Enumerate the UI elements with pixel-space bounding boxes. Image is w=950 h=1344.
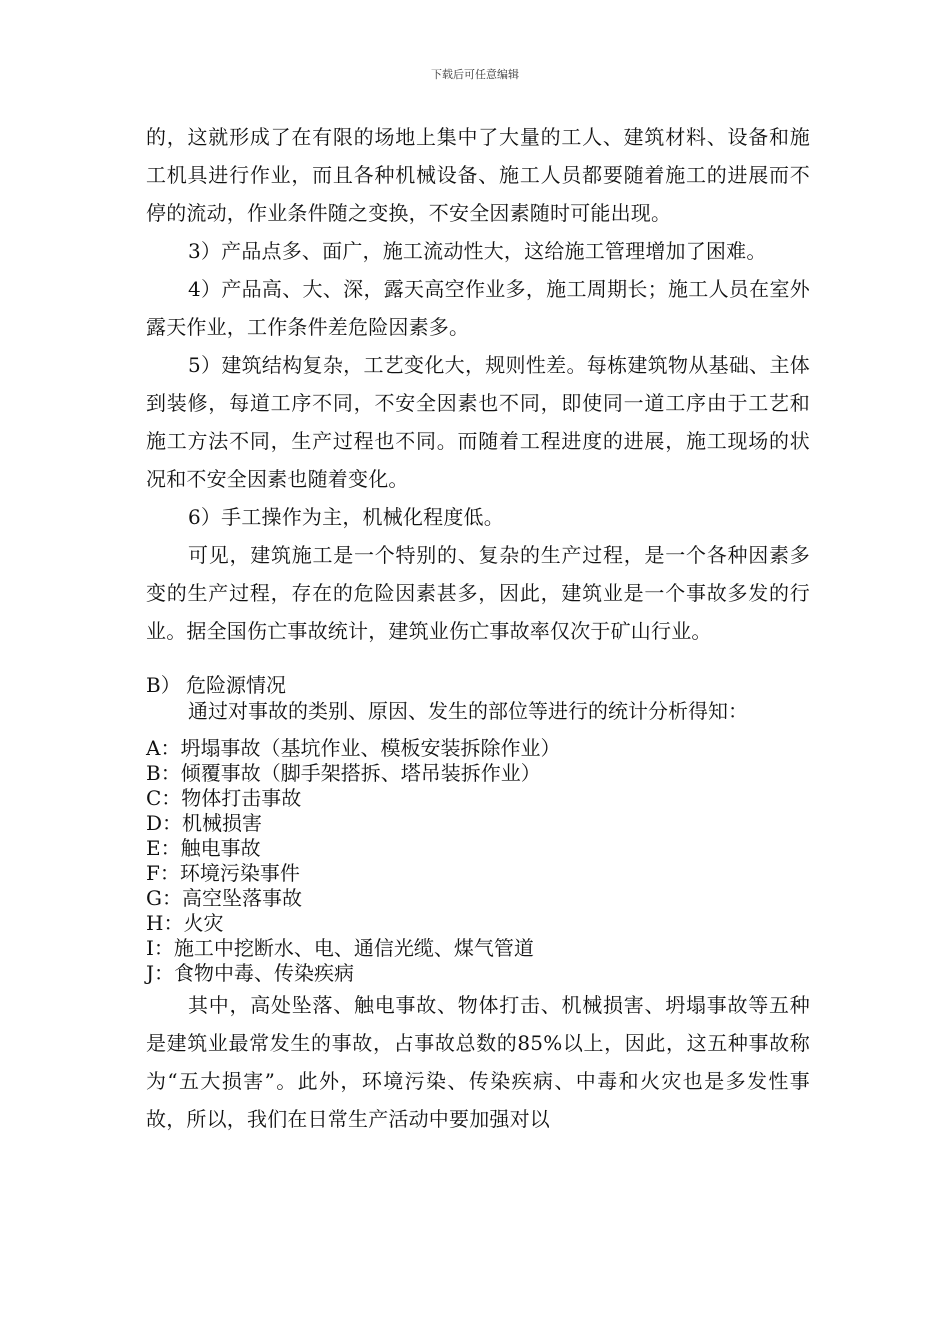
list-item: C：物体打击事故 (146, 786, 302, 810)
section-label: B） (146, 673, 181, 697)
page-header-note: 下载后可任意编辑 (431, 68, 519, 81)
hazard-list (146, 736, 810, 986)
list-item: A：坍塌事故（基坑作业、模板安装拆除作业） (146, 736, 561, 760)
paragraph-item-5: 5）建筑结构复杂，工艺变化大，规则性差。每栋建筑物从基础、主体到装修，每道工序不同，不安全因素也不同，即使同一道工序由于工艺和施工方法不同，生产过程也不同。而随着工程进度的进展，施工现场的状况和不安全因素也随着变化。 (146, 353, 810, 491)
paragraph-continuation: 的，这就形成了在有限的场地上集中了大量的工人、建筑材料、设备和施工机具进行作业，而且各种机械设备、施工人员都要随着施工的进展而不停的流动，作业条件随之变换，不安全因素随时可能出现。 (146, 125, 810, 225)
section-heading (146, 672, 810, 698)
list-item: B：倾覆事故（脚手架搭拆、塔吊装拆作业） (146, 761, 541, 785)
section-intro: 通过对事故的类别、原因、发生的部位等进行的统计分析得知： (188, 699, 748, 723)
paragraph-conclusion: 可见，建筑施工是一个特别的、复杂的生产过程，是一个各种因素多变的生产过程，存在的危险因素甚多，因此，建筑业是一个事故多发的行业。据全国伤亡事故统计，建筑业伤亡事故率仅次于矿山行业。 (146, 543, 810, 643)
list-item: H：火灾 (146, 911, 224, 935)
paragraph-item-4: 4）产品高、大、深，露天高空作业多，施工周期长；施工人员在室外露天作业，工作条件差危险因素多。 (146, 277, 810, 339)
document-body (146, 118, 810, 1138)
closing-paragraph: 其中，高处坠落、触电事故、物体打击、机械损害、坍塌事故等五种是建筑业最常发生的事故，占事故总数的85%以上，因此，这五种事故称为“五大损害”。此外，环境污染、传染疾病、中毒和火灾也是多发性事故，所以，我们在日常生产活动中要加强对以 (146, 993, 810, 1131)
section-title: 危险源情况 (186, 673, 286, 697)
list-item: E：触电事故 (146, 836, 261, 860)
list-item: F：环境污染事件 (146, 861, 300, 885)
section-spacer (146, 650, 810, 672)
list-item: I：施工中挖断水、电、通信光缆、煤气管道 (146, 936, 534, 960)
paragraph-item-6: 6）手工操作为主，机械化程度低。 (188, 505, 504, 529)
list-item: J：食物中毒、传染疾病 (146, 961, 355, 985)
list-item: G：高空坠落事故 (146, 886, 302, 910)
paragraph-item-3: 3）产品点多、面广，施工流动性大，这给施工管理增加了困难。 (188, 239, 767, 263)
list-item: D：机械损害 (146, 811, 263, 835)
